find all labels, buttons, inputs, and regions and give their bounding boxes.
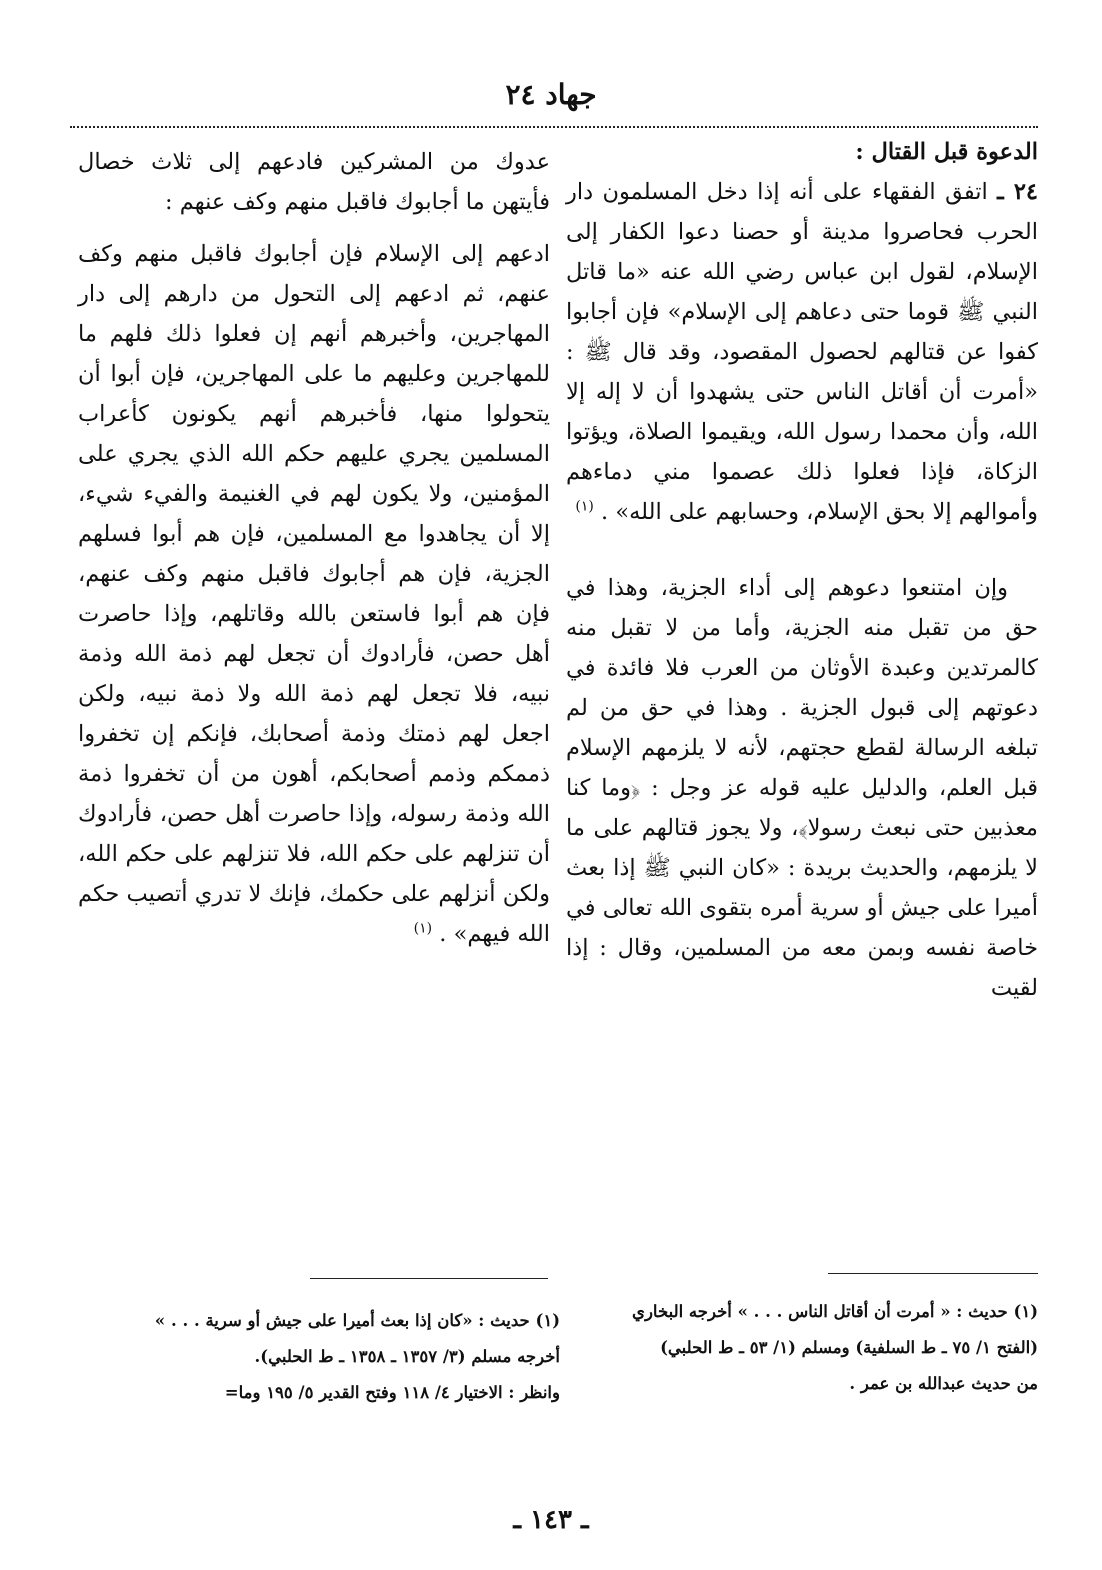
footnote-line: من حديث عبدالله بن عمر . (849, 1374, 1038, 1393)
paragraph-number: ٢٤ ـ (997, 179, 1038, 205)
footnote-left (76, 1303, 560, 1411)
header-dotted-rule (70, 126, 1038, 128)
footnote-right (566, 1294, 1038, 1402)
right-column (566, 132, 1038, 1008)
paragraph-jizya: وإن امتنعوا دعوهم إلى أداء الجزية، وهذا في حق من تقبل منه الجزية، وأما من لا تقبل منه كالمرتدين وعبدة الأوثان من العرب فلا فائدة في دعوتهم إلى قبول الجزية . وهذا في حق من لم تبلغه الرسالة لقطع حجتهم، لأنه لا يلزمهم الإسلام قبل العلم، والدليل عليه قوله عز وجل : ﴿وما كنا معذبين حتى نبعث رسولا﴾، ولا يجوز قتالهم على ما لا يلزمهم، والحديث بريدة : «كان النبي ﷺ إذا بعث أميرا على جيش أو سرية أمره بتقوى الله تعالى في خاصة نفسه وبمن معه من المسلمين، وقال : إذا لقيت (566, 575, 1038, 1001)
section-heading: الدعوة قبل القتال : (855, 139, 1038, 165)
footnote-reference: (١) (413, 920, 433, 937)
paragraph-24-text: اتفق الفقهاء على أنه إذا دخل المسلمون دار الحرب فحاصروا مدينة أو حصنا دعوا الكفار إلى الإسلام، لقول ابن عباس رضي الله عنه «ما قاتل النبي ﷺ قوما حتى دعاهم إلى الإسلام» فإن أجابوا كفوا عن قتالهم لحصول المقصود، وقد قال ﷺ : «أمرت أن أقاتل الناس حتى يشهدوا أن لا إله إلا الله، وأن محمدا رسول الله، ويقيموا الصلاة، ويؤتوا الزكاة، فإذا فعلوا ذلك عصموا مني دماءهم وأموالهم إلا بحق الإسلام، وحسابهم على الله» . (566, 179, 1038, 525)
page-number: ـ ١٤٣ ـ (513, 1505, 589, 1535)
footnote-line: (الفتح ١/ ٧٥ ـ ط السلفية) ومسلم (١/ ٥٣ ـ ط الحلبي) (660, 1338, 1038, 1357)
paragraph-continuation: عدوك من المشركين فادعهم إلى ثلاث خصال فأيتهن ما أجابوك فاقبل منهم وكف عنهم : (78, 149, 550, 215)
footnote-rule-right (828, 1273, 1038, 1274)
paragraph-hadith-text (78, 234, 550, 954)
footnote-reference: (١) (575, 498, 594, 515)
footnote-line: (١) حديث : « أمرت أن أقاتل الناس . . . » أخرجه البخاري (632, 1302, 1038, 1321)
page-header (0, 78, 1102, 111)
left-column (78, 142, 550, 954)
header-title: جهاد ٢٤ (505, 78, 597, 111)
paragraph-24 (566, 172, 1038, 532)
footnote-line: أخرجه مسلم (٣/ ١٣٥٧ ـ ١٣٥٨ ـ ط الحلبي). (254, 1347, 560, 1366)
footnote-line: وانظر : الاختيار ٤/ ١١٨ وفتح القدير ٥/ ١٩٥ وما= (224, 1383, 560, 1402)
footnote-rule-left (310, 1278, 548, 1279)
footnote-line: (١) حديث : «كان إذا بعث أميرا على جيش أو سرية . . . » (154, 1311, 560, 1330)
paragraph-hadith-body: ادعهم إلى الإسلام فإن أجابوك فاقبل منهم وكف عنهم، ثم ادعهم إلى التحول من دارهم إلى دار المهاجرين، وأخبرهم أنهم إن فعلوا ذلك فلهم ما للمهاجرين وعليهم ما على المهاجرين، فإن أبوا أن يتحولوا منها، فأخبرهم أنهم يكونون كأعراب المسلمين يجري عليهم حكم الله الذي يجري على المؤمنين، ولا يكون لهم في الغنيمة والفيء شيء، إلا أن يجاهدوا مع المسلمين، فإن هم أبوا فسلهم الجزية، فإن هم أجابوك فاقبل منهم وكف عنهم، فإن هم أبوا فاستعن بالله وقاتلهم، وإذا حاصرت أهل حصن، فأرادوك أن تجعل لهم ذمة الله وذمة نبيه، فلا تجعل لهم ذمة الله ولا ذمة نبيه، ولكن اجعل لهم ذمتك وذمة أصحابك، فإنكم إن تخفروا ذممكم وذمم أصحابكم، أهون من أن تخفروا ذمة الله وذمة رسوله، وإذا حاصرت أهل حصن، فأرادوك أن تنزلهم على حكم الله، فلا تنزلهم على حكم الله، ولكن أنزلهم على حكمك، فإنك لا تدري أتصيب حكم الله فيهم» . (78, 241, 550, 947)
